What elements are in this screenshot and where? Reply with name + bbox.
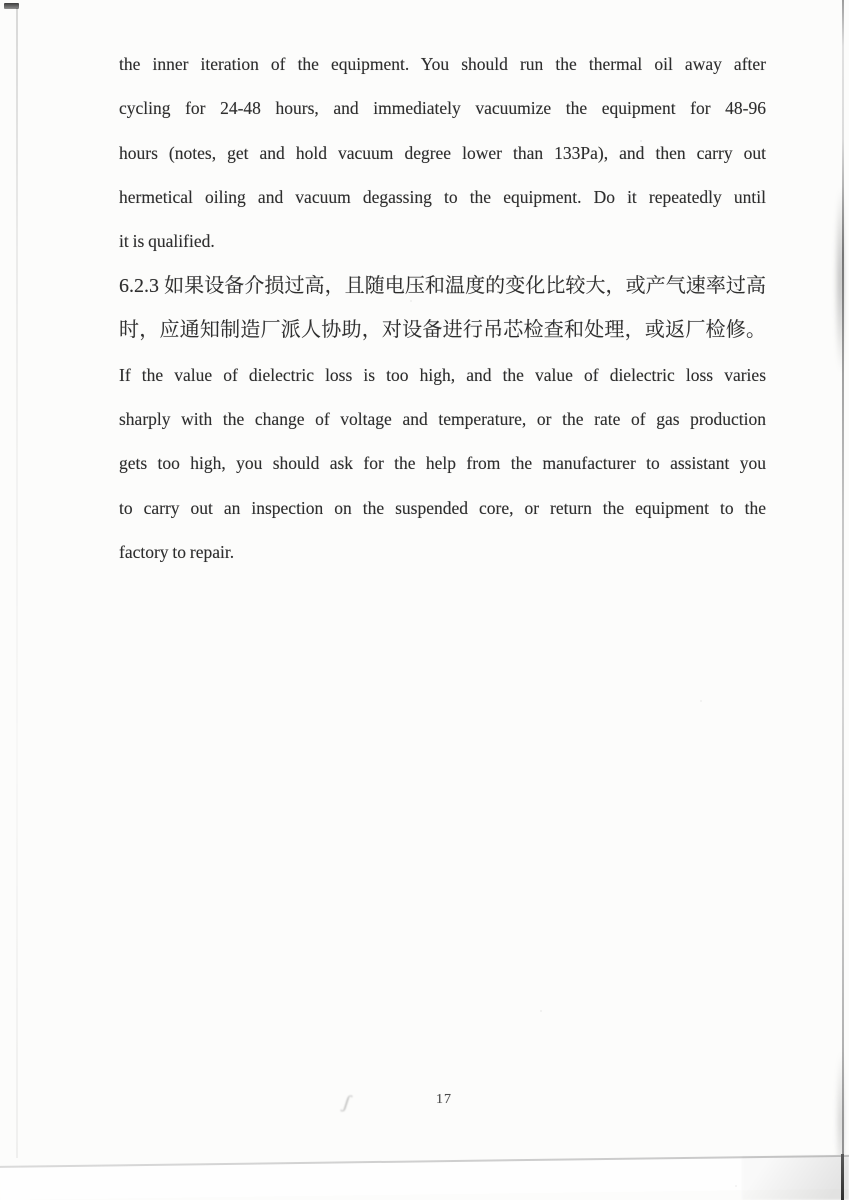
text-line-chinese: 6.2.3 如果设备介损过高，且随电压和温度的变化比较大，或产气速率过高 (119, 274, 766, 297)
right-edge-shadow-blob-lower (835, 1050, 844, 1170)
text-line: gets too high, you should ask for the help from the manufacturer to assistant you (119, 453, 766, 474)
right-edge-bottom-dark-line (841, 1154, 844, 1200)
text-line: the inner iteration of the equipment. You should run the thermal oil away after (119, 54, 766, 74)
scan-mark-top-left (4, 3, 19, 9)
document-text-block (119, 42, 766, 574)
text-line: it is qualified. (119, 231, 215, 252)
right-page-edge-shadow (842, 0, 844, 1158)
text-line-chinese: 时，应通知制造厂派人协助，对设备进行吊芯检查和处理，或返厂检修。 (119, 319, 766, 342)
bottom-right-corner-shadow (742, 1156, 849, 1200)
text-line: sharply with the change of voltage and temperature, or the rate of gas production (119, 408, 766, 429)
text-line: hermetical oiling and vacuum degassing to the equipment. Do it repeatedly until (119, 187, 766, 208)
text-line: cycling for 24-48 hours, and immediately vacuumize the equipment for 48-96 (119, 98, 766, 119)
smudge-mark: ʃ (342, 1091, 351, 1114)
text-line: to carry out an inspection on the suspended core, or return the equipment to the (119, 497, 766, 518)
text-line: hours (notes, get and hold vacuum degree lower than 133Pa), and then carry out (119, 142, 766, 163)
text-line: factory to repair. (119, 541, 235, 562)
bottom-page-edge-line (0, 1155, 849, 1168)
left-page-edge-shadow (16, 8, 18, 1158)
area-below-page-edge (0, 1156, 849, 1200)
page-number: 17 (436, 1092, 452, 1107)
right-edge-shadow-blob (834, 185, 844, 375)
text-line: If the value of dielectric loss is too high, and the value of dielectric loss varies (119, 364, 766, 385)
